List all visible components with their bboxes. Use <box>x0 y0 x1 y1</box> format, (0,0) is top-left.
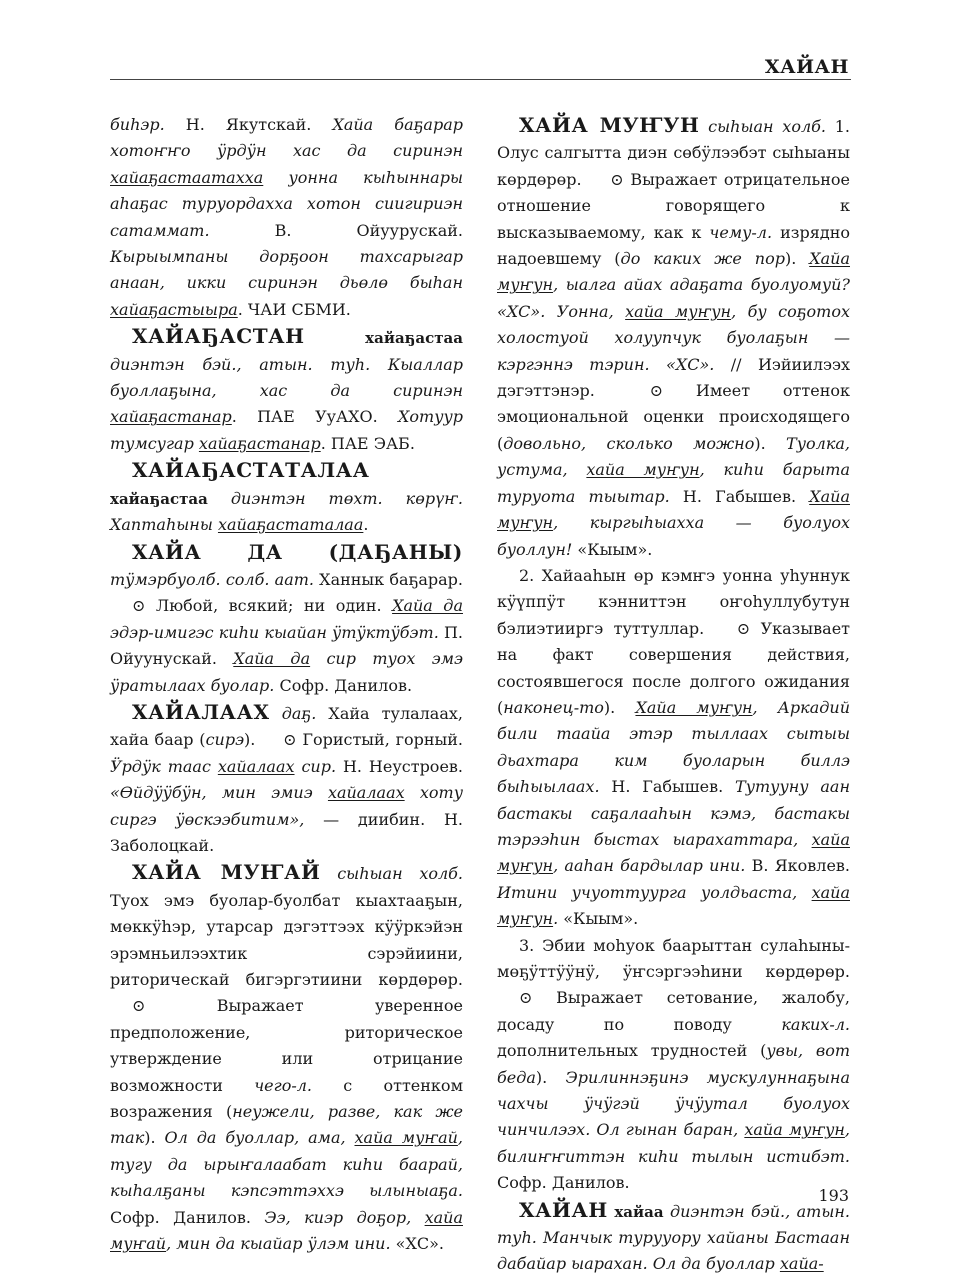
source-ref: «ХС». <box>395 1234 444 1254</box>
example-keyword: хайа муҥун <box>744 1120 845 1140</box>
example-text: диэнтэн төхт. көрүҥ. Хаптаһыны <box>110 488 463 535</box>
text-run: наконец-то <box>503 697 604 717</box>
dictionary-sense <box>497 563 850 933</box>
headword: ХАЙАҔАСТАН <box>132 324 305 349</box>
example-keyword: Хайа муҥун <box>497 249 850 295</box>
example-text: , Аркадий били таайа этэр тыллаах сытыы дьахтара ким буоларын биллэ быһыылаах. <box>497 697 851 797</box>
russian-gloss: дополнительных трудностей ( <box>497 1041 767 1061</box>
example-text: «Өйдӱӱбӱн, мин эмиэ <box>110 783 313 803</box>
russian-marker-icon: ⊙ <box>519 988 533 1008</box>
source-ref: «Кыым». <box>563 909 639 929</box>
grammar-note: тӱмэрбуолб. солб. аат. <box>110 569 314 589</box>
header-rule <box>110 79 851 80</box>
example-keyword: хайа муҥун <box>586 460 700 480</box>
page-number: 193 <box>818 1186 849 1205</box>
example-text: , тугу да ырыҥалаабат киһи баарай, кыһалҕаны кэпсэттэххэ ылыныаҕа. <box>110 1128 464 1201</box>
dictionary-entry <box>110 323 463 457</box>
example-text: , билиҥҥиттэн киһи тылын истибэт. <box>497 1120 850 1166</box>
example-text: Кырыымпаны дорҕоон тахсарыгар анаан, икки сиринэн дьөлө быһан <box>110 247 463 293</box>
example-keyword: хайалаах <box>217 756 295 776</box>
dictionary-entry <box>110 457 463 538</box>
example-text: Ӱрдӱк таас <box>110 756 211 776</box>
example-keyword: Хайа муҥун <box>497 486 850 533</box>
example-text: , киһи барыта туруота тыытар. <box>497 460 850 506</box>
example-keyword: хайаҕастыыра <box>110 299 238 319</box>
source-ref: В. Яковлев. <box>751 856 851 876</box>
example-text: Итини учуоттуурга уолдьаста, <box>497 882 798 902</box>
example-text: Туолка, устума, <box>497 433 850 480</box>
text-run: ). <box>784 249 797 269</box>
definition: 3. Эбии моһуок баарыттан сулаһыны-мөҕӱттӱӱнӱ, ӱҥсэргээһини көрдөрөр. <box>497 935 850 981</box>
source-ref: Софр. Данилов. <box>279 675 413 695</box>
russian-marker-icon: ⊙ <box>736 618 751 638</box>
dictionary-entry <box>497 1197 850 1278</box>
example-keyword: хайа муҥун <box>625 301 732 321</box>
example-text: Тутууну аан бастакы саҕалааһын кэмэ, бастакы тэрээһин быстах ыарахаттара, <box>497 777 851 849</box>
example-text: , ааһан бардылар ини. <box>553 856 746 876</box>
example-keyword: хайалаах <box>327 783 405 803</box>
source-ref: В. Ойуурускай. <box>274 220 463 240</box>
text-run: ). <box>144 1128 156 1148</box>
text-run: сирэ <box>205 730 245 750</box>
text-run: чему-л. <box>709 222 773 242</box>
example-text: , бу соҕотох холостуой холуупчук буолаҕын — кэргэннэ тэрин. «ХС». <box>497 301 851 374</box>
example-text: сир. <box>301 756 337 776</box>
text-run: неужели, разве, как же так <box>110 1102 463 1148</box>
source-ref: Н. Неустроев. <box>342 756 464 776</box>
text-run: ). <box>244 730 256 750</box>
russian-gloss: Гористый, горный. <box>302 730 463 750</box>
example-text: сир туох эмэ ӱратылаах буолар. <box>110 649 463 695</box>
entry-continuation <box>110 112 463 323</box>
definition: Ханнык баҕарар. <box>319 569 463 589</box>
russian-marker-icon: ⊙ <box>610 169 624 189</box>
running-head: ХАЙАН <box>764 56 849 78</box>
definition: 2. Хайааһын өр кэмҥэ уонна уһуннук кӱүппӱт кэнниттэн оҥоһуллубутун бэлиэтииргэ туттуллар. <box>497 565 850 638</box>
russian-gloss: с оттенком возражения ( <box>110 1075 464 1122</box>
source-ref: «Кыым». <box>577 539 653 559</box>
text-run: ). <box>603 697 616 717</box>
russian-gloss: Имеет оттенок эмоциональной оценки происходящего ( <box>497 381 850 453</box>
text-run: ). <box>754 433 766 453</box>
example-keyword: хайа муҥун <box>497 829 850 876</box>
russian-gloss: Выражает отрицательное отношение говорящего к высказываемому, как к <box>497 169 851 242</box>
example-text: , ыалга айах адаҕата буолуомуй? «ХС». <box>497 275 850 321</box>
base-form: хайаа <box>614 1202 664 1221</box>
text-run: биһэр. <box>110 115 165 134</box>
example-keyword: Хайа муҥун <box>635 697 753 717</box>
example-keyword: хайа муҥун <box>497 882 850 929</box>
source-ref: Н. Заболоцкай. <box>110 809 463 855</box>
example-text: Уонна, <box>556 301 614 321</box>
example-text: Хайа баҕарар хотоҥҥо ӱрдӱн хас да сиринэн <box>110 115 463 161</box>
russian-gloss: Указывает на факт совершения действия, состоявшегося после долгого ожидания ( <box>497 618 851 717</box>
definition: 1. Олус салгытта диэн сөбӱлээбэт сыһыаны көрдөрөр. <box>497 117 850 189</box>
russian-marker-icon: ⊙ <box>132 596 146 616</box>
example-text: Эрилиннэҕинэ мускулуннаҕына чахчы ӱчӱгэй ӱчӱутал буолуох чинчилээх. Ол гынан баран, <box>497 1067 850 1140</box>
example-keyword: хайа муҥай <box>354 1128 458 1148</box>
text-run: ). <box>535 1067 548 1087</box>
text-run: . <box>363 515 369 535</box>
russian-marker-icon: ⊙ <box>132 996 146 1016</box>
example-text: диэнтэн бэй., атын. туһ. Манчык турууору хайаны Бастаан дабайар ыарахан. Ол да буоллар <box>497 1201 850 1274</box>
example-text: Ээ, киэр доҕор, <box>264 1207 412 1227</box>
dictionary-entry <box>110 699 463 859</box>
dictionary-entry <box>497 112 850 563</box>
headword: ХАЙАЛААХ <box>132 699 270 724</box>
text-run: чего-л. <box>254 1075 313 1095</box>
source-ref: . ПАЕ ЭАБ. <box>320 433 415 453</box>
russian-marker-icon: ⊙ <box>649 381 664 401</box>
text-run: — диибин. <box>323 809 426 829</box>
headword: ХАЙА МУҤУН <box>519 113 700 137</box>
russian-gloss: изрядно надоевшему ( <box>497 222 850 269</box>
text-run: довольно, сколько можно <box>503 433 755 453</box>
source-ref: . ЧАИ СБМИ. <box>237 299 351 319</box>
example-keyword: хайа- <box>779 1254 824 1274</box>
source-ref: Н. Габышев. <box>611 777 724 797</box>
example-keyword: хайаҕастанар <box>110 407 232 427</box>
headword: ХАЙА ДА (ДАҔАНЫ) <box>132 539 463 564</box>
headword: ХАЙА МУҤАЙ <box>132 860 321 885</box>
headword: ХАЙАН <box>519 1197 608 1222</box>
example-keyword: Хайа да <box>233 649 311 669</box>
right-column <box>497 112 850 1278</box>
text-run: каких-л. <box>781 1014 850 1034</box>
text-run: . <box>553 909 559 929</box>
source-ref: . ПАЕ УуАХО. <box>231 407 378 427</box>
base-form: хайаҕастаа <box>365 329 463 348</box>
grammar-note: сыһыан холб. <box>708 117 826 136</box>
example-text: , кыргыһыахха — буолуох буоллун! <box>497 513 850 559</box>
source-ref: Софр. Данилов. <box>110 1207 251 1227</box>
example-keyword: хайа муҥай <box>110 1207 463 1254</box>
russian-gloss: Выражает сетование, жалобу, досаду по поводу <box>497 988 850 1034</box>
grammar-note: даҕ. <box>281 703 317 723</box>
example-keyword: хайаҕастаатахха <box>110 167 264 187</box>
example-text: хоту сиргэ ӱөскээбитим», <box>110 783 463 829</box>
example-keyword: хайаҕастанар <box>198 433 321 453</box>
text-run: увы, вот беда <box>497 1041 850 1087</box>
example-text: Хотуур тумсугар <box>110 407 463 453</box>
dictionary-sense <box>497 933 850 1197</box>
source-ref: Н. Габышев. <box>682 486 797 506</box>
russian-gloss: Любой, всякий; ни один. <box>155 596 382 616</box>
example-text: уонна кыһыннары аһаҕас туруордахха хотон сиигириэн сатаммат. <box>110 167 463 240</box>
source-ref: П. Ойуунускай. <box>110 622 463 669</box>
left-column <box>110 112 463 1257</box>
example-text: , мин да кыайар ӱлэм ини. <box>166 1234 391 1254</box>
russian-gloss: Выражает уверенное предположение, риторическое утверждение или отрицание возможности <box>110 996 463 1095</box>
definition: // Иэйиилээх дэгэттэнэр. <box>497 354 850 401</box>
dictionary-entry <box>110 539 463 699</box>
grammar-note: сыһыан холб. <box>337 864 464 884</box>
example-keyword: Хайа да <box>392 596 463 616</box>
example-text: диэнтэн бэй., атын. туһ. Кыаллар буоллаҕына, хас да сиринэн <box>110 354 463 401</box>
source-ref: Н. Якутскай. <box>185 115 312 134</box>
example-keyword: хайаҕастаталаа <box>217 515 364 535</box>
example-text: эдэр-имигэс киһи кыайан ӱтӱктӱбэт. <box>110 622 439 642</box>
example-text: Ол да буоллар, ама, <box>164 1128 346 1148</box>
russian-marker-icon: ⊙ <box>283 730 297 750</box>
text-run: до каких же пор <box>620 249 785 269</box>
dictionary-entry <box>110 859 463 1257</box>
definition: Хайа тулалаах, хайа баар ( <box>110 703 463 750</box>
source-ref: Софр. Данилов. <box>497 1173 630 1193</box>
base-form: хайаҕастаа <box>110 489 208 508</box>
definition: Туох эмэ буолар-буолбат кыахтааҕын, мөккӱһэр, утарсар дэгэттээх кӱӱркэйэн эрэмньилээхтик сэрэйиини, риторическай бигэргэтиини көрдөрөр. <box>110 890 463 989</box>
headword: ХАЙАҔАСТАТАЛАА <box>132 458 370 483</box>
